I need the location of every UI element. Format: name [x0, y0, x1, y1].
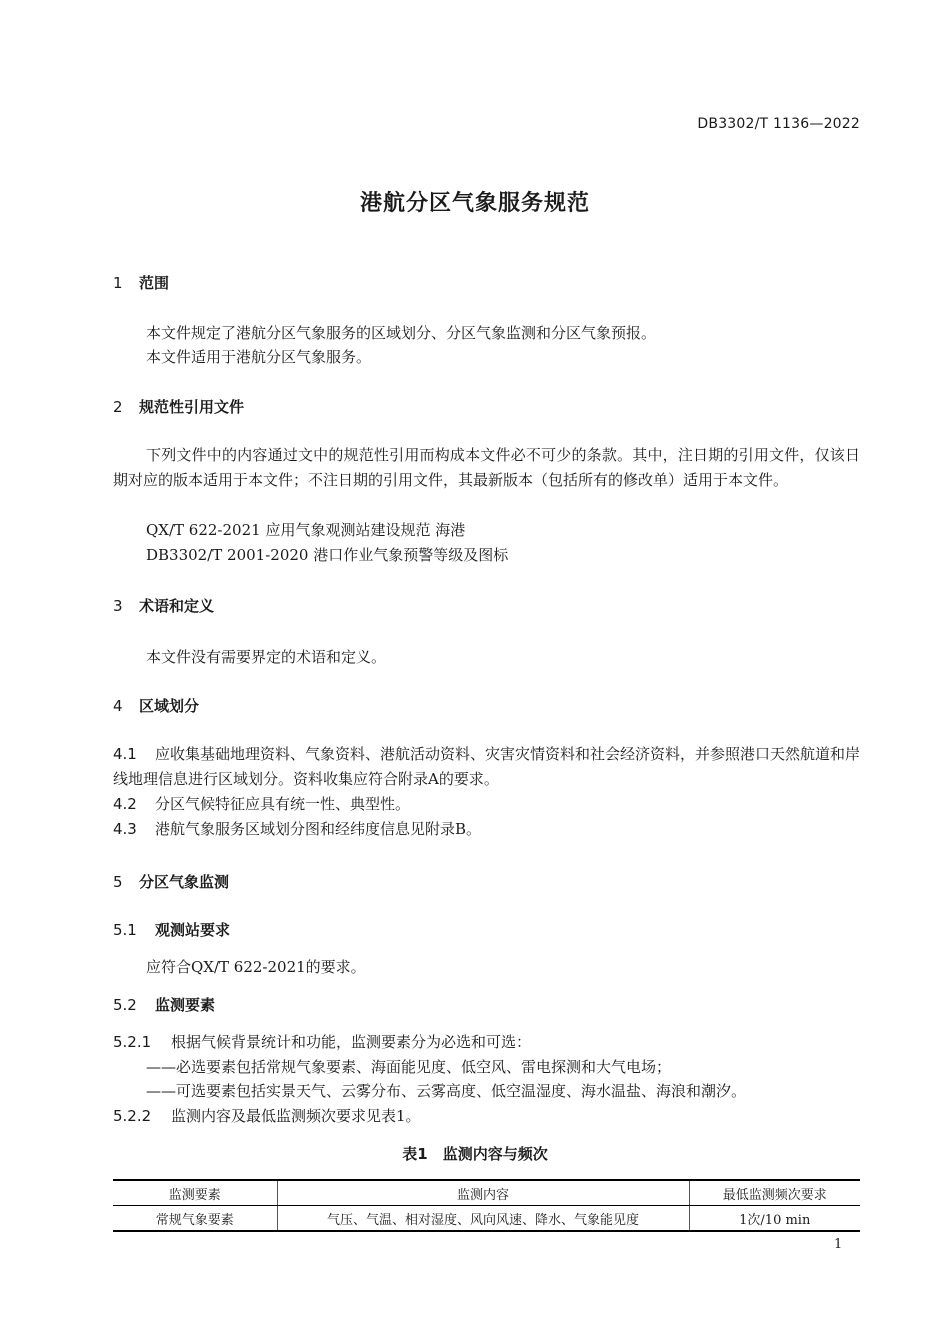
clause-number: 4.1: [113, 745, 137, 763]
list-item-optional-elements: ——可选要素包括实景天气、云雾分布、云雾高度、低空温湿度、海水温盐、海浪和潮汐。: [146, 1082, 747, 1100]
page-number: 1: [834, 1237, 843, 1252]
section-title: 规范性引用文件: [139, 398, 245, 416]
clause-5-2-1: [113, 1030, 531, 1055]
subsection-title: 观测站要求: [155, 921, 231, 939]
normative-reference-2: DB3302/T 2001-2020 港口作业气象预警等级及图标: [146, 546, 509, 564]
table-caption: 表1 监测内容与频次: [402, 1145, 548, 1163]
section-2-heading: [113, 396, 244, 417]
clause-text: 根据气候背景统计和功能，监测要素分为必选和可选：: [171, 1033, 532, 1051]
section-2-paragraph-1: 下列文件中的内容通过文中的规范性引用而构成本文件必不可少的条款。其中，注日期的引用文件，仅该日期对应的版本适用于本文件；不注日期的引用文件，其最新版本（包括所有的修改单）适用于本文件。: [113, 446, 860, 489]
clause-5-2-2: [113, 1104, 421, 1129]
clause-number: 4.2: [113, 795, 137, 813]
section-number: 5: [113, 873, 123, 891]
clause-text: 港航气象服务区域划分图和经纬度信息见附录B。: [155, 820, 482, 838]
section-4-heading: [113, 695, 199, 716]
subsection-5-1-paragraph: 应符合QX/T 622-2021的要求。: [146, 958, 366, 976]
clause-4-1: [113, 742, 860, 792]
table-header-row: [113, 1180, 860, 1206]
section-5-heading: [113, 871, 229, 892]
document-code: DB3302/T 1136—2022: [697, 116, 860, 132]
section-title: 术语和定义: [139, 597, 215, 615]
subsection-5-1-heading: [113, 919, 230, 940]
table-header-cell: 监测要素: [113, 1180, 277, 1206]
clause-text: 应收集基础地理资料、气象资料、港航活动资料、灾害灾情资料和社会经济资料，并参照港口天然航道和岸线地理信息进行区域划分。资料收集应符合附录A的要求。: [113, 745, 861, 788]
section-number: 1: [113, 274, 123, 292]
section-1-paragraph-1: 本文件规定了港航分区气象服务的区域划分、分区气象监测和分区气象预报。: [146, 324, 657, 342]
table-header-cell: 监测内容: [277, 1180, 689, 1206]
clause-4-3: [113, 817, 481, 842]
clause-number: 4.3: [113, 820, 137, 838]
section-1-paragraph-2: 本文件适用于港航分区气象服务。: [146, 348, 372, 366]
clause-4-2: [113, 792, 410, 817]
section-3-heading: [113, 595, 214, 616]
section-3-paragraph-1: 本文件没有需要界定的术语和定义。: [146, 648, 387, 666]
subsection-title: 监测要素: [155, 996, 216, 1014]
section-1-heading: [113, 272, 169, 293]
table-header-cell: 最低监测频次要求: [689, 1180, 860, 1206]
list-item-required-elements: ——必选要素包括常规气象要素、海面能见度、低空风、雷电探测和大气电场；: [146, 1058, 672, 1076]
section-title: 分区气象监测: [139, 873, 230, 891]
clause-number: 5.2.1: [113, 1033, 152, 1051]
subsection-number: 5.2: [113, 996, 137, 1014]
section-title: 范围: [139, 274, 170, 292]
clause-text: 监测内容及最低监测频次要求见表1。: [171, 1107, 421, 1125]
section-number: 2: [113, 398, 123, 416]
clause-number: 5.2.2: [113, 1107, 152, 1125]
page-title: 港航分区气象服务规范: [359, 191, 590, 216]
section-title: 区域划分: [139, 697, 200, 715]
normative-reference-1: QX/T 622-2021 应用气象观测站建设规范 海港: [146, 521, 466, 539]
table-cell: 1次/10 min: [689, 1206, 860, 1232]
section-number: 3: [113, 597, 123, 615]
section-number: 4: [113, 697, 123, 715]
clause-text: 分区气候特征应具有统一性、典型性。: [155, 795, 411, 813]
subsection-5-2-heading: [113, 994, 215, 1015]
monitoring-table: [113, 1179, 860, 1232]
table-cell: 常规气象要素: [113, 1206, 277, 1232]
table-row: [113, 1206, 860, 1232]
subsection-number: 5.1: [113, 921, 137, 939]
table-cell: 气压、气温、相对湿度、风向风速、降水、气象能见度: [277, 1206, 689, 1232]
